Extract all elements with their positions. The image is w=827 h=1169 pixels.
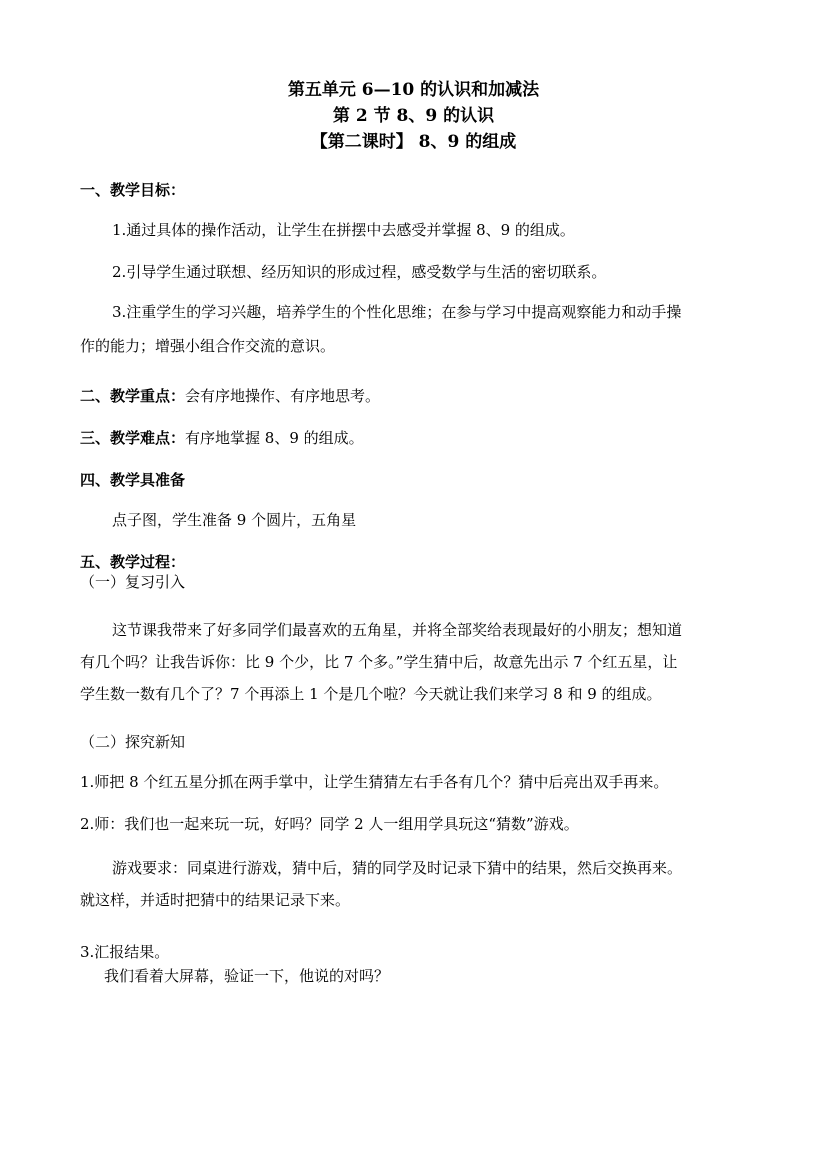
review-paragraph-line2: 有几个吗？让我告诉你：比 9 个少，比 7 个多。”学生猜中后，故意先出示 7 个红五星，让 [80,653,678,671]
game-rule-line1: 游戏要求：同桌进行游戏，猜中后，猜的同学及时记录下猜中的结果，然后交换再来。 [112,859,683,877]
review-paragraph-line1: 这节课我带来了好多同学们最喜欢的五角星，并将全部奖给表现最好的小朋友；想知道 [112,621,683,639]
explore-item-1: 1.师把 8 个红五星分抓在两手掌中，让学生猜猜左右手各有几个？猜中后亮出双手再来。 [80,773,669,791]
difficulty [80,428,364,448]
difficulty-heading: 三、教学难点： [80,429,186,447]
objective-3-line2: 作的能力；增强小组合作交流的意识。 [80,337,336,355]
key-point-heading: 二、教学重点： [80,387,186,405]
review-paragraph-line3: 学生数一数有几个了？7 个再添上 1 个是几个啦？今天就让我们来学习 8 和 9 的组成。 [80,685,662,703]
objectives-heading: 一、教学目标： [80,181,186,199]
lesson-title: 【第二课时】 8、9 的组成 [310,132,517,152]
process-heading: 五、教学过程： [80,553,186,571]
objective-1: 1.通过具体的操作活动，让学生在拼摆中去感受并掌握 8、9 的组成。 [112,221,575,239]
game-rule-line2: 就这样，并适时把猜中的结果记录下来。 [80,891,351,909]
materials-heading: 四、教学具准备 [80,471,186,489]
review-heading: （一）复习引入 [80,573,186,591]
explore-heading: （二）探究新知 [80,733,186,751]
key-point [80,386,380,406]
unit-title: 第五单元 6—10 的认识和加减法 [287,80,540,100]
objective-3-line1: 3.注重学生的学习兴趣，培养学生的个性化思维；在参与学习中提高观察能力和动手操 [112,303,682,321]
materials-text: 点子图，学生准备 9 个圆片，五角星 [112,511,357,529]
difficulty-text: 有序地掌握 8、9 的组成。 [185,429,364,447]
section-title: 第 2 节 8、9 的认识 [332,106,495,126]
report-text: 我们看着大屏幕，验证一下，他说的对吗？ [104,967,390,985]
explore-item-2: 2.师：我们也一起来玩一玩，好吗？同学 2 人一组用学具玩这“猜数”游戏。 [80,815,579,833]
report-heading: 3.汇报结果。 [80,943,170,961]
objective-2: 2.引导学生通过联想、经历知识的形成过程，感受数学与生活的密切联系。 [112,263,607,281]
key-point-text: 会有序地操作、有序地思考。 [185,387,381,405]
